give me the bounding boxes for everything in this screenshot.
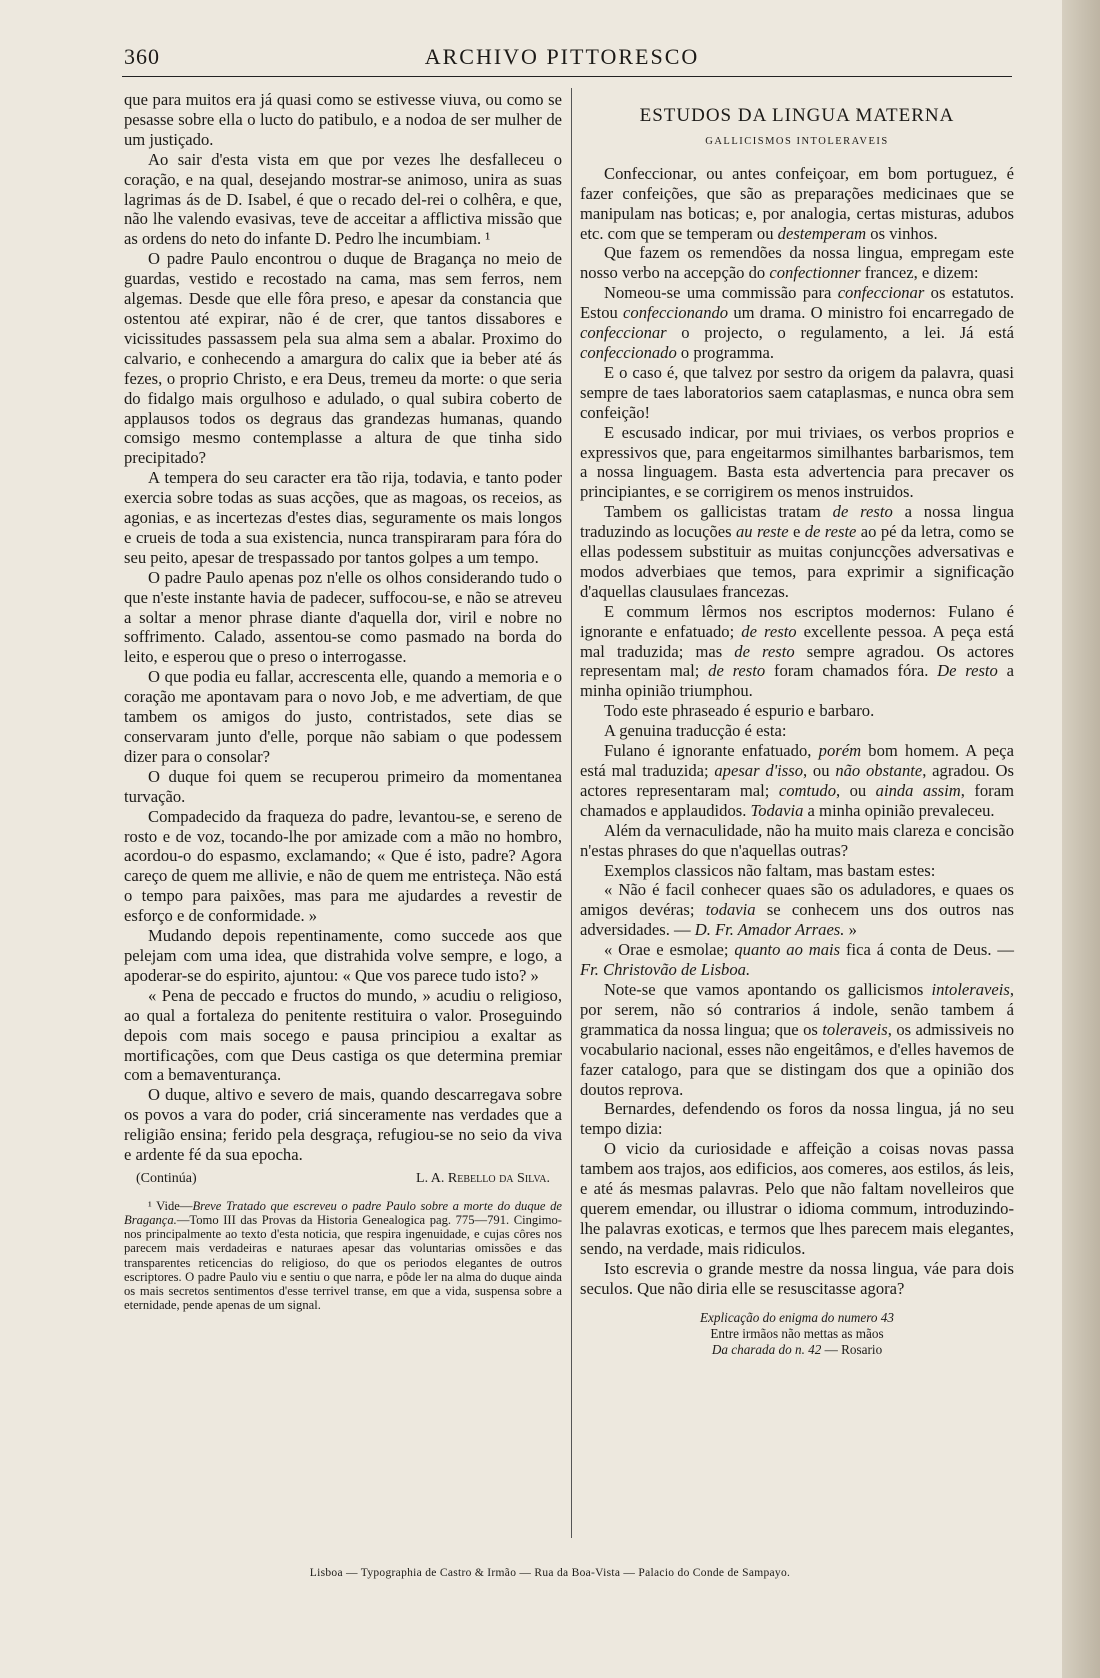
right-paragraph: O vicio da curiosidade e affeição a coisas novas passa tambem aos trajos, aos edificios, aos comeres, aos estilos, ás leis, e até ás mesmas palavras. Pelo que não faltam novelleiros que querem emendar, ou illustrar o idioma commum, introduzindo-lhe palavras exoticas, e termos que lhes parecem mais elegantes, sendo, na verdade, mais ridiculos. [580, 1139, 1014, 1258]
left-paragraph: Compadecido da fraqueza do padre, levantou-se, e sereno de rosto e de voz, tocando-lhe por amizade com a mão no hombro, acordou-o do espasmo, exclamando; « Que é isto, padre? Agora careço de quem me allivie, e não de quem me entristeça. Não está o tempo para paixões, mas para me ajudardes a revestir de esforço e de conformidade. » [124, 806, 562, 926]
right-paragraph: Além da vernaculidade, não ha muito mais clareza e concisão n'estas phrases do que n'aquellas outras? [580, 820, 1014, 860]
right-paragraph: E commum lêrmos nos escriptos modernos: Fulano é ignorante e enfatuado; de resto excellente pessoa. A peça está mal traduzida; mas de resto sempre agradou. Os actores representam mal; de resto foram chamados fóra. De resto a minha opinião triumphou. [580, 601, 1014, 701]
enigma-answer: Entre irmãos não mettas as mãos [710, 1326, 884, 1342]
right-paragraph: Tambem os gallicistas tratam de resto a nossa lingua traduzindo as locuções au reste e de reste ao pé da letra, como se ellas podessem substituir as muitas conjuncções adversativas e modos adverbiaes que temos, para exprimir a significação d'aquellas clausulaes francezas. [580, 502, 1014, 601]
right-paragraph: Exemplos classicos não faltam, mas bastam estes: [604, 860, 936, 880]
page-header [112, 44, 1012, 74]
right-paragraph: Isto escrevia o grande mestre da nossa lingua, váe para dois seculos. Que não diria elle se resuscitasse agora? [580, 1258, 1014, 1298]
left-paragraph: « Pena de peccado e fructos do mundo, » acudiu o religioso, ao qual a fortaleza do penitente restituira o valor. Proseguindo depois com mais socego e pausa principiou a exaltar as mortificações, com que Deus castiga os que determina premiar com a bemaventurança. [124, 985, 562, 1085]
left-paragraph: que para muitos era já quasi como se estivesse viuva, ou como se pesasse sobre ella o lucto do patibulo, e a nodoa de ser mulher de um justiçado. [124, 90, 562, 149]
right-paragraph: Note-se que vamos apontando os gallicismos intoleraveis, por serem, não só contrarios á indole, senão tambem á grammatica da nossa lingua; que os toleraveis, os admissiveis no vocabulario nacional, esses não engeitâmos, e d'elles havemos de fazer catalogo, para que se distingam dos que a opinião dos doutos reprova. [580, 979, 1014, 1099]
right-paragraph: Bernardes, defendendo os foros da nossa lingua, já no seu tempo dizia: [580, 1099, 1014, 1139]
right-paragraph: E o caso é, que talvez por sestro da origem da palavra, quasi sempre de taes laboratorios saem cataplasmas, e nunca obra sem confeição! [580, 362, 1014, 422]
left-paragraph: O padre Paulo encontrou o duque de Bragança no meio de guardas, vestido e recostado na cama, mas sem ferros, nem algemas. Desde que elle fôra preso, e apesar da constancia que ostentou até expirar, não é de crer, que tantos dissabores e vicissitudes passassem pela sua alma sem a abalar. Proximo do calvario, e conhecendo a amargura do calix que ia beber até ás fezes, o proprio Christo, e era Deus, tremeu da morte: o que seria do fidalgo mais orgulhoso e adulado, o qual subira coberto de applausos todos os degraus das grandezas humanas, quando comsigo mesmo contemplasse a altura de que tinha sido precipitado? [124, 249, 562, 468]
continua-note: (Continúa) [136, 1170, 197, 1186]
right-paragraph: E escusado indicar, por mui triviaes, os verbos proprios e expressivos que, para engeitarmos similhantes barbarismos, tem a nossa linguagem. Basta esta advertencia para precaver os principiantes, e se corrigirem os menos instruidos. [580, 422, 1014, 502]
right-paragraph: Fulano é ignorante enfatuado, porém bom homem. A peça está mal traduzida; apesar d'isso, ou não obstante, agradou. Os actores representaram mal; comtudo, ou ainda assim, foram chamados e applaudidos. Todavia a minha opinião prevaleceu. [580, 741, 1014, 820]
right-paragraph: Todo este phraseado é espurio e barbaro. [604, 701, 875, 721]
right-paragraph: « Não é facil conhecer quaes são os aduladores, e quaes os amigos devéras; todavia se conhecem uns dos outros nas adversidades. — D. Fr. Amador Arraes. » [580, 880, 1015, 940]
right-column [580, 90, 1014, 1358]
right-paragraph: Que fazem os remendões da nossa lingua, empregam este nosso verbo na accepção do confectionner francez, e dizem: [580, 243, 1014, 283]
right-paragraph: Nomeou-se uma commissão para confeccionar os estatutos. Estou confeccionando um drama. O ministro foi encarregado de confeccionar o projecto, o regulamento, a lei. Já está confeccionado o programma. [580, 283, 1014, 362]
charada-answer: Da charada do n. 42 — Rosario [711, 1342, 883, 1358]
right-paragraph: A genuina traducção é esta: [604, 721, 787, 741]
article-signature [124, 1169, 562, 1189]
page-number: 360 [124, 44, 160, 69]
left-paragraph: O que podia eu fallar, accrescenta elle, quando a memoria e o coração me apontavam para o novo Job, e me advertiam, de que tambem os amigos do justo, contristados, sete dias se conservaram junto d'elle, porque não sabiam o que podessem dizer para o consolar? [124, 667, 562, 766]
enigma-solutions [580, 1310, 1014, 1358]
left-paragraph: O duque, altivo e severo de mais, quando descarregava sobre os povos a vara do poder, criá sinceramente nas verdades que a religião ensina; ferido pela desgraça, refugiou-se no seio da viva e ardente fé da sua epocha. [124, 1085, 562, 1165]
left-column [124, 90, 562, 1312]
left-paragraph: Mudando depois repentinamente, como succede aos que pelejam com uma idea, que distrahida volve sempre, e logo, a apoderar-se do espirito, ajuntou: « Que vos parece tudo isto? » [124, 926, 562, 985]
header-rule [122, 76, 1012, 77]
column-divider [571, 88, 572, 1538]
footnote: ¹ Vide—Breve Tratado que escreveu o padre Paulo sobre a morte do duque de Bragança.—Tomo III das Provas da Historia Genealogica pag. 775—791. Cingimo-nos principalmente ao texto d'esta noticia, que respira ingenuidade, e cujas côres nos parecem mais verdadeiras e naturaes apesar das voluntarias omissões e das transparentes reticencias do religioso, do que os periodos elegantes de outros escriptores. O padre Paulo viu e sentiu o que narra, e pôde ler na alma do duque ainda os mais secretos sentimentos d'esse terrivel transe, em que a vida, suspensa sobre a eternidade, pende apenas de um signal. [124, 1198, 562, 1313]
article-title: ESTUDOS DA LINGUA MATERNA [639, 105, 955, 126]
left-paragraph: O padre Paulo apenas poz n'elle os olhos considerando tudo o que n'este instante havia de padecer, suffocou-se, e não se atreveu a soltar a menor phrase diante d'aquella dor, viril e nobre no soffrimento. Calado, assentou-se como pasmado na borda do leito, e esperou que o preso o interrogasse. [124, 567, 562, 667]
left-paragraph: A tempera do seu caracter era tão rija, todavia, e tanto poder exercia sobre todas as suas acções, que as magoas, os receios, as agonias, e as incertezas d'estes dias, seguramente os mais longos e crueis de toda a sua existencia, nunca transpiraram para fóra do seu peito, apesar de trespassado por tantos golpes a um tempo. [124, 468, 562, 567]
left-paragraph: Ao sair d'esta vista em que por vezes lhe desfalleceu o coração, e na qual, desejando mostrar-se animoso, unira as suas lagrimas ás de D. Isabel, é que o recado del-rei o colhêra, e que, não lhe valendo evasivas, teve de acceitar a afflictiva missão que as ordens do neto do infante D. Pedro lhe incumbiam. ¹ [124, 149, 562, 249]
page-edge-shadow [1062, 0, 1100, 1678]
author-signature: L. A. Rebello da Silva. [416, 1170, 550, 1186]
right-paragraph: Confeccionar, ou antes confeiçoar, em bom portuguez, é fazer confeições, que são as preparações medicinaes que se manipulam nas boticas; e, por analogia, certas misturas, adubos etc. com que se temperam ou destemperam os vinhos. [580, 163, 1014, 243]
right-paragraph: « Orae e esmolae; quanto ao mais fica á conta de Deus. — Fr. Christovão de Lisboa. [580, 940, 1014, 980]
left-paragraph: O duque foi quem se recuperou primeiro da momentanea turvação. [124, 766, 562, 806]
running-title: ARCHIVO PITTORESCO [424, 44, 700, 69]
enigma-title: Explicação do enigma do numero 43 [700, 1310, 894, 1326]
article-subtitle: GALLICISMOS INTOLERAVEIS [705, 135, 889, 147]
printer-imprint: Lisboa — Typographia de Castro & Irmão — Rua da Boa-Vista — Palacio do Conde de Sampayo. [309, 1567, 791, 1579]
